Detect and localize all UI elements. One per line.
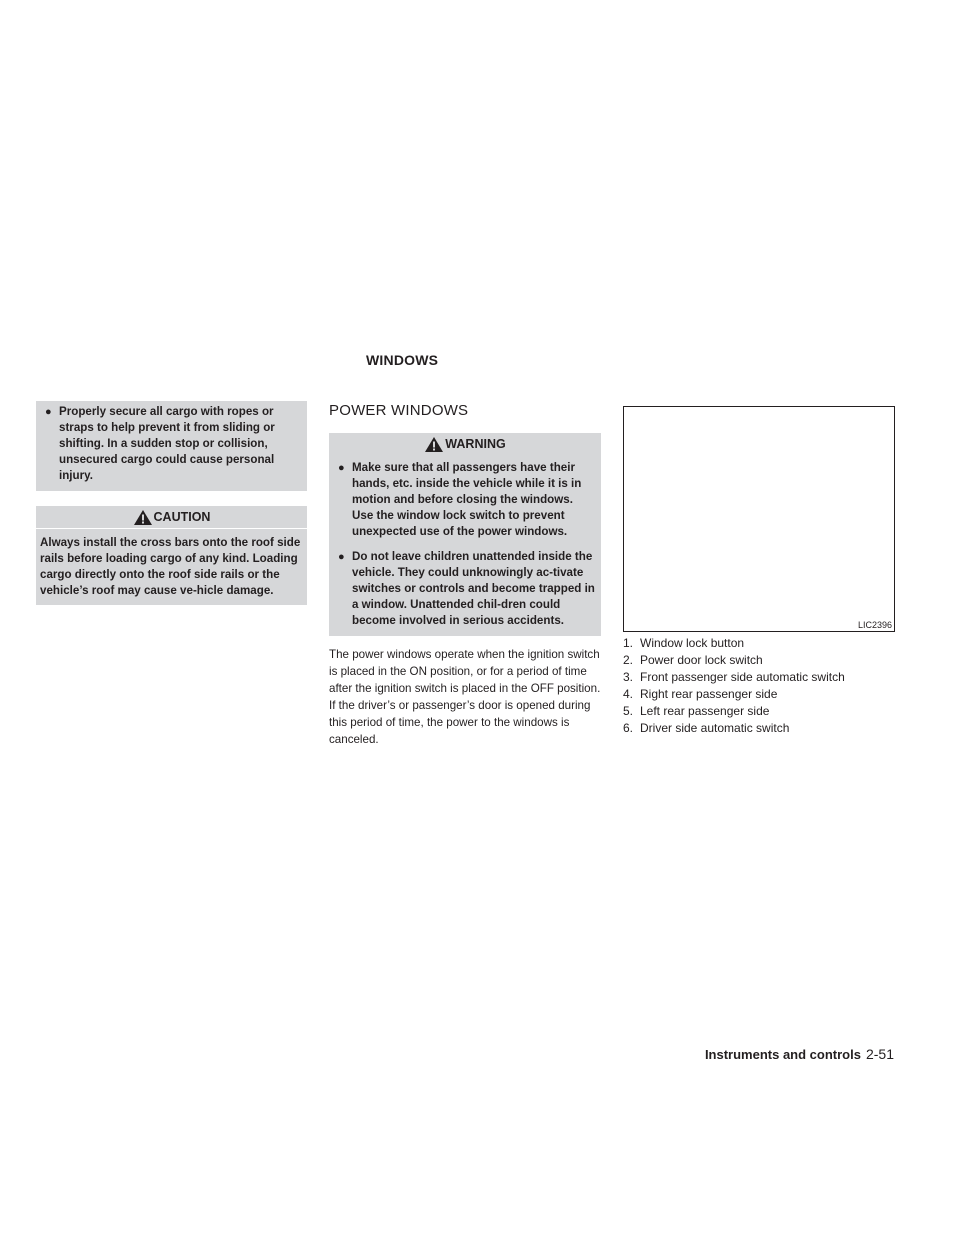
caution-label: CAUTION: [153, 510, 211, 524]
left-column: [36, 401, 307, 605]
page-footer: [705, 1046, 894, 1062]
bullet-dot-icon: ●: [338, 462, 345, 474]
legend-number: 2.: [623, 653, 634, 667]
caution-text: Always install the cross bars onto the roof side rails before loading cargo of any kind. Loading cargo directly onto the roof side rails or the vehicle’s roof may cause ve-hicle damage.: [40, 536, 301, 597]
caution-header: [40, 506, 303, 528]
legend-text: Window lock button: [640, 636, 745, 650]
body-paragraph: The power windows operate when the ignition switch is placed in the ON position, or for a period of time after the ignition switch is placed in the OFF position. If the driver’s or passenger’s door is opened during this period of time, the power to the windows is canceled.: [329, 648, 601, 746]
warning-text-2: Do not leave children unattended inside the vehicle. They could unknowingly ac-tivate switches or controls and become trapped in a window. Unattended chil-dren could become involved in serious accidents.: [352, 550, 595, 627]
legend-item: [623, 669, 895, 686]
cargo-bullet-box: [36, 401, 307, 491]
chapter-title: Instruments and controls: [704, 1047, 861, 1062]
figure-legend: [623, 635, 895, 737]
legend-text: Left rear passenger side: [640, 704, 770, 718]
middle-column: [329, 401, 601, 748]
figure-code: LIC2396: [857, 620, 892, 630]
bullet-text: Properly secure all cargo with ropes or straps to help prevent it from sliding or shifting. In a sudden stop or collision, unsecured cargo could cause personal injury.: [59, 405, 275, 482]
warning-text-1: Make sure that all passengers have their hands, etc. inside the vehicle while it is in motion and before closing the windows. Use the window lock switch to prevent unexpected use of the power windows.: [352, 461, 582, 538]
warning-triangle-icon: [133, 509, 153, 526]
section-title: WINDOWS: [366, 352, 439, 368]
legend-number: 5.: [623, 704, 634, 718]
warning-box: [329, 433, 601, 636]
caution-box: [36, 506, 307, 605]
legend-number: 1.: [623, 636, 634, 650]
legend-text: Right rear passenger side: [640, 687, 778, 701]
warning-bullet-1: [333, 460, 597, 540]
warning-header: [333, 433, 597, 455]
legend-text: Power door lock switch: [640, 653, 763, 667]
legend-item: [623, 686, 895, 703]
page-number: 2-51: [865, 1046, 894, 1062]
legend-item: [623, 703, 895, 720]
caution-divider: [36, 528, 307, 529]
legend-item: [623, 720, 895, 737]
power-windows-heading: POWER WINDOWS: [329, 402, 469, 419]
warning-triangle-icon: [424, 436, 444, 453]
warning-label: WARNING: [445, 437, 506, 451]
window-switch-figure: [623, 406, 895, 632]
legend-number: 3.: [623, 670, 634, 684]
legend-number: 6.: [623, 721, 634, 735]
legend-text: Driver side automatic switch: [640, 721, 790, 735]
legend-number: 4.: [623, 687, 634, 701]
right-column: [623, 406, 895, 737]
bullet-dot-icon: ●: [45, 406, 52, 418]
bullet-dot-icon: ●: [338, 551, 345, 563]
bullet-item: [40, 404, 303, 484]
legend-item: [623, 635, 895, 652]
legend-text: Front passenger side automatic switch: [640, 670, 845, 684]
warning-bullet-2: [333, 549, 597, 629]
legend-item: [623, 652, 895, 669]
